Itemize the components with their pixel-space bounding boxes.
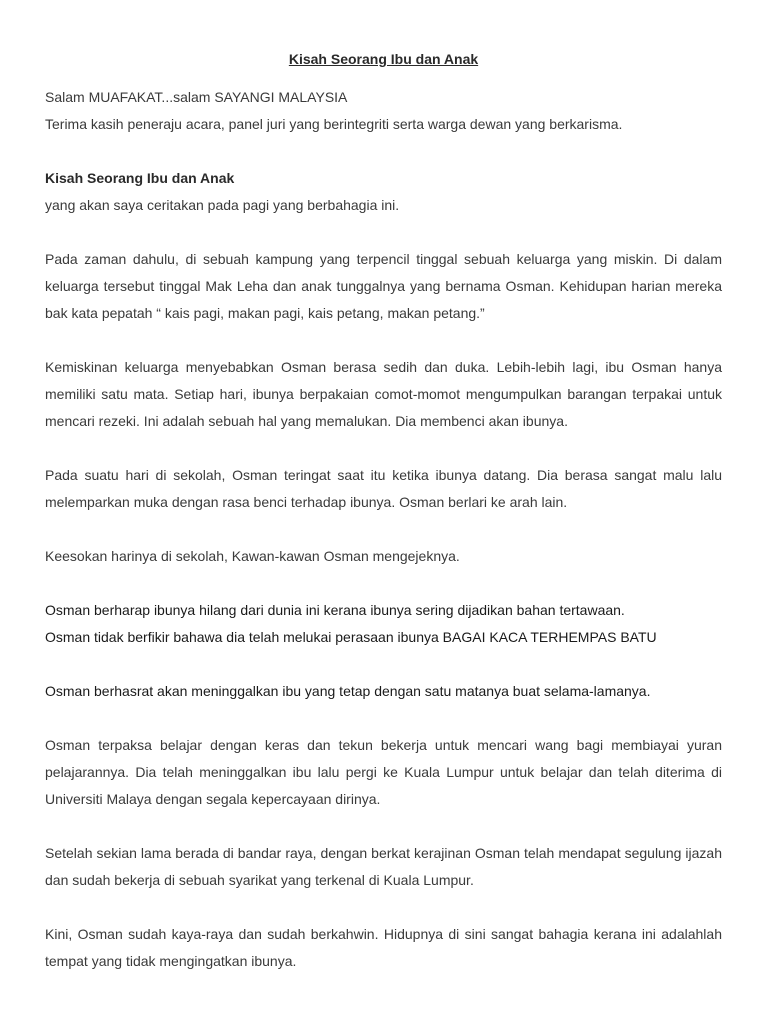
paragraph-9: Setelah sekian lama berada di bandar raya, dengan berkat kerajinan Osman telah mendapat segulung ijazah dan sudah bekerja di sebuah syarikat yang terkenal di Kuala Lumpur.: [45, 845, 722, 888]
paragraph-8: Osman terpaksa belajar dengan keras dan tekun bekerja untuk mencari wang bagi membiayai yuran pelajarannya. Dia telah meninggalkan ibu lalu pergi ke Kuala Lumpur untuk belajar dan telah diterima di Universiti Malaya dengan segala kepercayaan dirinya.: [45, 737, 722, 807]
paragraph-10: Kini, Osman sudah kaya-raya dan sudah berkahwin. Hidupnya di sini sangat bahagia kerana ini adalahlah tempat yang tidak mengingatkan ibunya.: [45, 926, 722, 969]
spacer: [45, 219, 722, 246]
spacer: [45, 570, 722, 597]
spacer: [45, 435, 722, 462]
paragraph-7: Osman berhasrat akan meninggalkan ibu yang tetap dengan satu matanya buat selama-lamanya.: [45, 683, 651, 699]
paragraph-4: Keesokan harinya di sekolah, Kawan-kawan Osman mengejeknya.: [45, 548, 460, 564]
document-page: [45, 46, 722, 975]
paragraph-6: Osman tidak berfikir bahawa dia telah melukai perasaan ibunya BAGAI KACA TERHEMPAS BATU: [45, 629, 657, 645]
paragraph-3: Pada suatu hari di sekolah, Osman teringat saat itu ketika ibunya datang. Dia berasa sangat malu lalu melemparkan muka dengan rasa benci terhadap ibunya. Osman berlari ke arah lain.: [45, 467, 722, 510]
spacer: [45, 894, 722, 921]
paragraph-5: Osman berharap ibunya hilang dari dunia ini kerana ibunya sering dijadikan bahan tertawaan.: [45, 602, 625, 618]
spacer: [45, 138, 722, 165]
spacer: [45, 327, 722, 354]
intro-line: yang akan saya ceritakan pada pagi yang berbahagia ini.: [45, 197, 400, 213]
spacer: [45, 813, 722, 840]
spacer: [45, 651, 722, 678]
paragraph-1: Pada zaman dahulu, di sebuah kampung yang terpencil tinggal sebuah keluarga yang miskin. Di dalam keluarga tersebut tinggal Mak Leha dan anak tunggalnya yang bernama Osman. Kehidupan harian mereka bak kata pepatah “ kais pagi, makan pagi, kais petang, makan petang.”: [45, 251, 722, 321]
document-title: Kisah Seorang Ibu dan Anak: [288, 51, 479, 67]
story-subtitle: Kisah Seorang Ibu dan Anak: [45, 170, 235, 186]
greeting-line: Salam MUAFAKAT...salam SAYANGI MALAYSIA: [45, 89, 348, 105]
spacer: [45, 516, 722, 543]
paragraph-2: Kemiskinan keluarga menyebabkan Osman berasa sedih dan duka. Lebih-lebih lagi, ibu Osman hanya memiliki satu mata. Setiap hari, ibunya berpakaian comot-momot mengumpulkan barangan terpakai untuk mencari rezeki. Ini adalah sebuah hal yang memalukan. Dia membenci akan ibunya.: [45, 359, 722, 429]
spacer: [45, 705, 722, 732]
thanks-line: Terima kasih peneraju acara, panel juri yang berintegriti serta warga dewan yang berkarisma.: [45, 116, 623, 132]
